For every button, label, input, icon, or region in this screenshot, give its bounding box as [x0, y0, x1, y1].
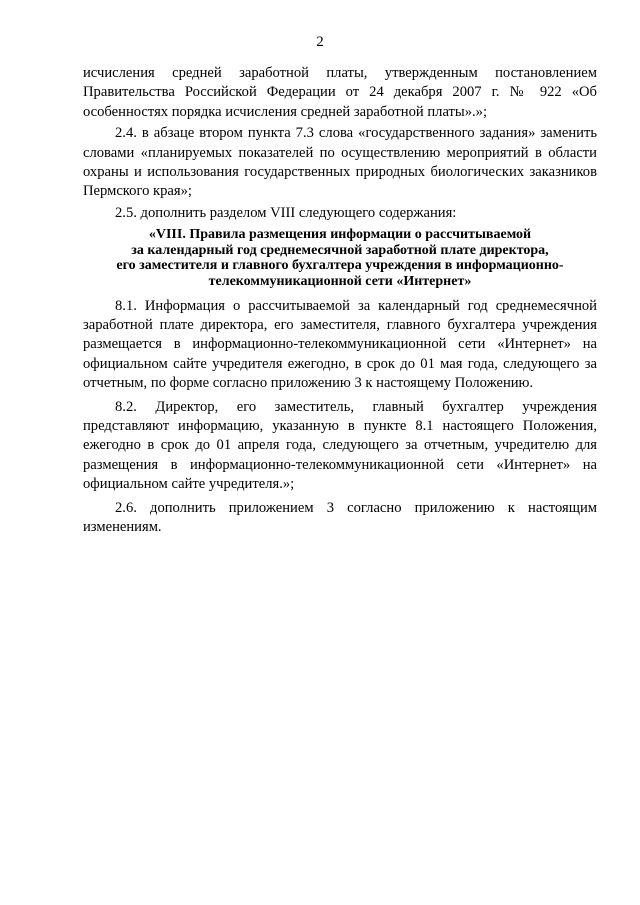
paragraph-continuation: исчисления средней заработной платы, утвержденным постановлением Правительства Российской Федерации от 24 декабря 2007 г. № 922 «Об особенностях порядка исчисления средней заработной платы».»; [83, 65, 597, 120]
section-title-line: «VIII. Правила размещения информации о рассчитываемой [148, 227, 532, 243]
paragraph-item-8-2: 8.2. Директор, его заместитель, главный бухгалтер учреждения представляют информацию, указанную в пункте 8.1 настоящего Положения, ежегодно в срок до 01 апреля года, следующего за отчетным, учредителю для размещения в информационно-телекоммуникационной сети «Интернет» на официальном сайте учредителя.»; [83, 398, 597, 493]
paragraph-item-2-5: 2.5. дополнить разделом VIII следующего содержания: [115, 204, 457, 221]
paragraph-item-2-4: 2.4. в абзаце втором пункта 7.3 слова «государственного задания» заменить словами «планируемых показателей по осуществлению мероприятий в области охраны и использования государственных природных биологических заказников Пермского края»; [83, 125, 597, 200]
section-title [83, 227, 597, 289]
paragraph-item-2-6: 2.6. дополнить приложением 3 согласно приложению к настоящим изменениям. [83, 499, 597, 536]
section-title-line: телекоммуникационной сети «Интернет» [208, 274, 472, 290]
section-title-line: его заместителя и главного бухгалтера учреждения в информационно- [116, 258, 564, 274]
paragraph-item-8-1: 8.1. Информация о рассчитываемой за календарный год среднемесячной заработной плате директора, его заместителя, главного бухгалтера учреждения размещается в информационно-телекоммуникационной сети «Интернет» на официальном сайте учредителя ежегодно, в срок до 01 мая года, следующего за отчетным, по форме согласно приложению 3 к настоящему Положению. [83, 297, 597, 392]
document-body [83, 64, 597, 538]
section-title-line: за календарный год среднемесячной заработной плате директора, [131, 242, 549, 258]
page-number: 2 [316, 34, 324, 50]
